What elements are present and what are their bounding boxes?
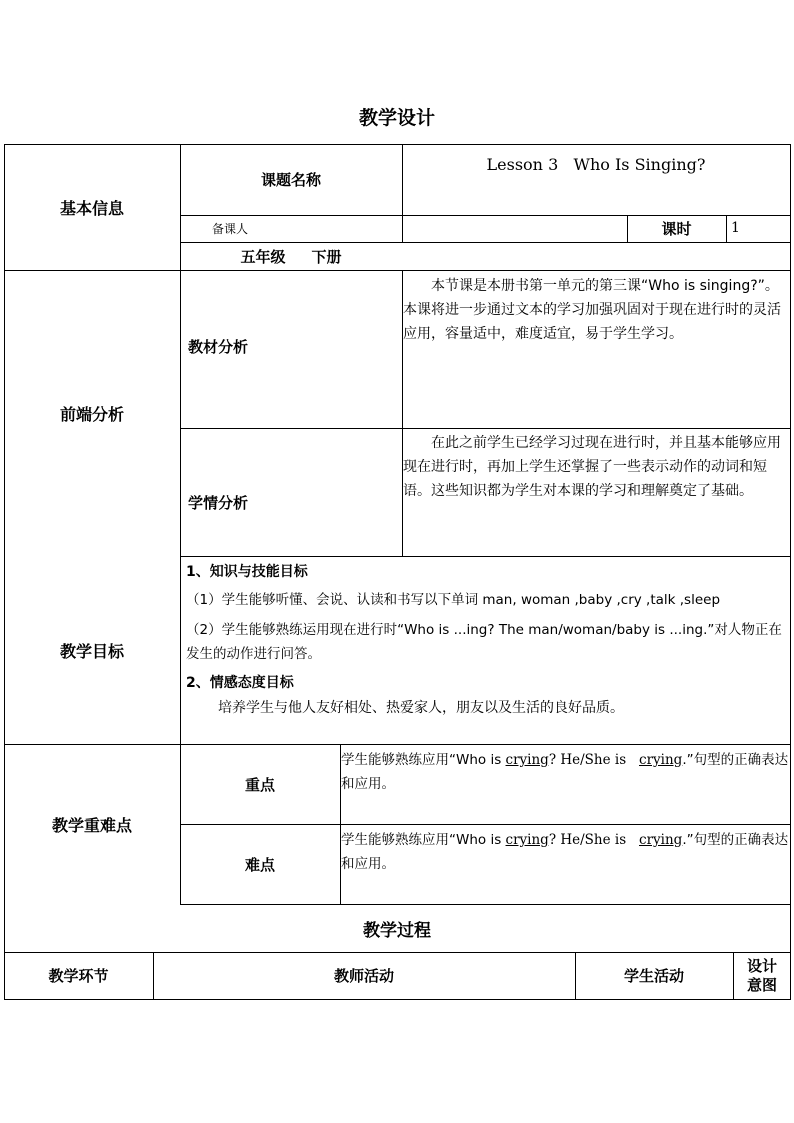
goal-heading-knowledge: 1、知识与技能目标: [186, 564, 308, 580]
goal-heading-emotion: 2、情感态度目标: [186, 675, 294, 691]
key-difficult-label: 教学重难点: [51, 815, 132, 835]
process-col-student: 学生活动: [623, 967, 684, 985]
grade-label: 五年级 下册: [240, 247, 342, 266]
goal-item-3: 培养学生与他人友好相处、热爱家人，朋友以及生活的良好品质。: [218, 700, 624, 716]
textbook-analysis-label: 教材分析: [188, 338, 249, 356]
key-point-text-part: ? He/She is: [548, 752, 640, 768]
difficult-point-word: crying: [639, 832, 683, 848]
key-point-word: crying: [639, 752, 683, 768]
teaching-process-title: 教学过程: [363, 920, 431, 941]
teaching-goals-label: 教学目标: [59, 641, 124, 661]
student-analysis-text: 在此之前学生已经学习过现在进行时，并且基本能够应用现在进行时，再加上学生还掌握了一些表示动作的动词和短语。这些知识都为学生对本课的学习和理解奠定了基础。: [403, 435, 781, 499]
topic-label: 课题名称: [260, 171, 321, 189]
difficult-point-word: crying: [505, 832, 549, 848]
key-point-text-part: 学生能够熟练应用“Who is: [341, 752, 506, 768]
difficult-point-text: [341, 828, 789, 876]
process-col-stage: 教学环节: [48, 967, 109, 985]
key-point-text-part: .”句型的正确表达和应用。: [341, 752, 789, 792]
key-point-word: crying: [505, 752, 549, 768]
period-label: 课时: [661, 220, 692, 238]
key-point-text: [341, 748, 789, 796]
key-point-label: 重点: [244, 775, 275, 794]
difficult-point-text-part: 学生能够熟练应用“Who is: [341, 832, 506, 848]
frontend-analysis-label: 前端分析: [59, 404, 124, 424]
document-title: 教学设计: [358, 107, 435, 129]
period-value: 1: [731, 220, 740, 236]
difficult-point-label: 难点: [244, 855, 275, 874]
preparer-label: 备课人: [212, 222, 249, 236]
process-col-teacher: 教师活动: [333, 967, 394, 985]
basic-info-label: 基本信息: [59, 198, 124, 218]
student-analysis-label: 学情分析: [188, 494, 249, 512]
goal-item-2: （2）学生能够熟练运用现在进行时“Who is ...ing? The man/woman/baby is ...ing.”对人物正在发生的动作进行问答。: [186, 622, 782, 662]
process-col-purpose: 设计意图: [746, 956, 777, 994]
topic-value: Lesson 3 Who Is Singing?: [486, 155, 706, 174]
textbook-analysis-text: 本节课是本册书第一单元的第三课“Who is singing?”。本课将进一步通过文本的学习加强巩固对于现在进行时的灵活应用，容量适中，难度适宜，易于学生学习。: [403, 278, 781, 342]
difficult-point-text-part: ? He/She is: [548, 832, 640, 848]
difficult-point-text-part: .”句型的正确表达和应用。: [341, 832, 789, 872]
goal-item-1: （1）学生能够听懂、会说、认读和书写以下单词 man, woman ,baby ,cry ,talk ,sleep: [186, 592, 721, 608]
